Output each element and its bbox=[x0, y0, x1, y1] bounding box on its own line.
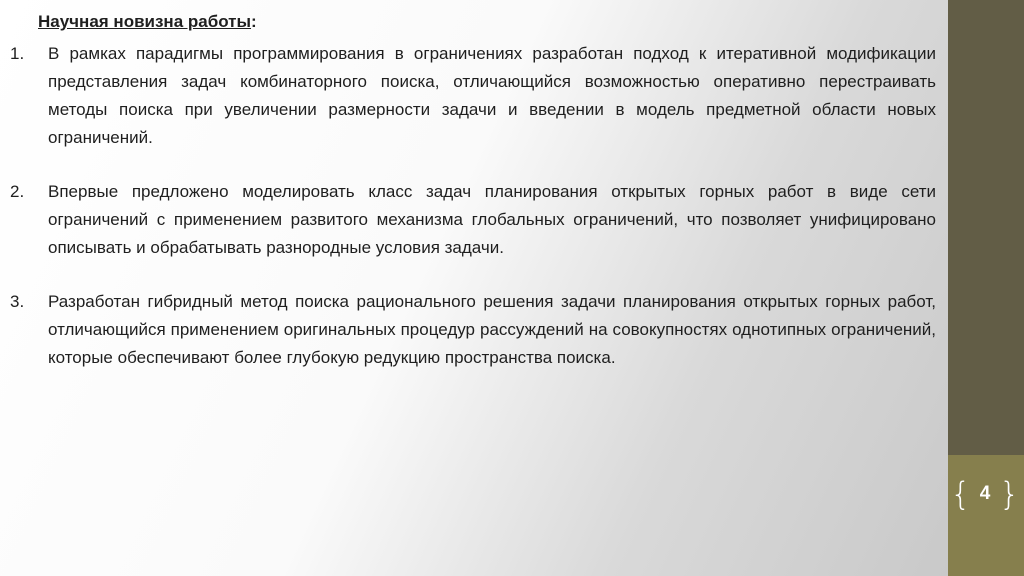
list-item-text: В рамках парадигмы программирования в ограничениях разработан подход к итеративной модификации представления задач комбинаторного поиска, отличающийся возможностью оперативно перестраивать методы поиска при увеличении размерности задачи и введении в модель предметной области новых ограничений. bbox=[48, 44, 936, 147]
heading-colon: : bbox=[251, 12, 257, 31]
list-item bbox=[10, 178, 936, 262]
slide-number-badge bbox=[950, 472, 1020, 516]
slide-number: 4 bbox=[979, 483, 991, 504]
list-item-text: Разработан гибридный метод поиска рационального решения задачи планирования открытых горных работ, отличающийся применением оригинальных процедур рассуждений на совокупностях однотипных ограничений, которые обеспечивают более глубокую редукцию пространства поиска. bbox=[48, 292, 936, 367]
left-brace-icon: { bbox=[950, 475, 971, 513]
list-item-text: Впервые предложено моделировать класс задач планирования открытых горных работ в виде сети ограничений с применением развитого механизма глобальных ограничений, что позволяет унифицировано описывать и обрабатывать разнородные условия задачи. bbox=[48, 182, 936, 257]
slide-heading bbox=[38, 10, 257, 34]
novelty-list bbox=[10, 40, 936, 398]
right-brace-icon: } bbox=[999, 475, 1020, 513]
list-item-number: 2. bbox=[10, 182, 25, 201]
list-item bbox=[10, 288, 936, 372]
heading-title: Научная новизна работы bbox=[38, 12, 252, 31]
list-item-number: 3. bbox=[10, 292, 25, 311]
list-item bbox=[10, 40, 936, 152]
list-item-number: 1. bbox=[10, 44, 25, 63]
